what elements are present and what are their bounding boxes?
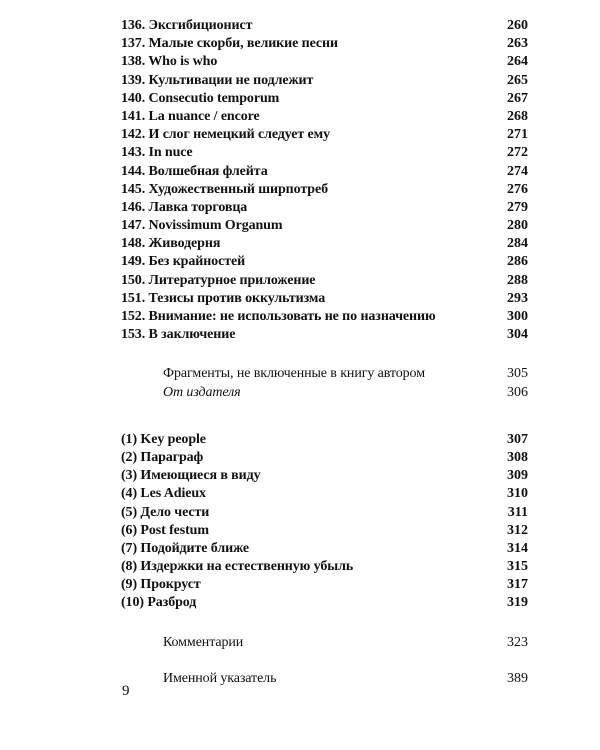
front-matter-list: [121, 365, 528, 401]
entry-page: 307: [507, 431, 528, 447]
entry-page: 317: [507, 577, 528, 593]
toc-entry[interactable]: [121, 594, 528, 612]
toc-entry[interactable]: [121, 326, 528, 344]
entry-page: 280: [507, 218, 528, 234]
entry-title: 136. Эксгибиционист: [121, 18, 253, 33]
toc-entry[interactable]: [121, 431, 528, 449]
toc-entry[interactable]: [121, 522, 528, 540]
entry-title: От издателя: [163, 384, 241, 400]
toc-entry-comments[interactable]: [121, 634, 528, 652]
entry-title: 142. И слог немецкий следует ему: [121, 127, 331, 143]
entry-page: 309: [507, 468, 528, 484]
toc-entry[interactable]: [121, 558, 528, 576]
entry-page: 300: [507, 309, 528, 324]
entry-page: 268: [507, 108, 528, 124]
entry-title: Именной указатель: [163, 670, 277, 686]
entry-title: (1) Key people: [121, 431, 206, 447]
entry-title: 141. La nuance / encore: [121, 108, 260, 124]
entry-page: 279: [507, 199, 528, 215]
entry-page: 271: [507, 127, 528, 143]
toc-entry-name-index[interactable]: [121, 670, 528, 688]
toc-entry[interactable]: [121, 72, 528, 90]
entry-page: 314: [507, 540, 528, 556]
entry-title: (9) Прокруст: [121, 577, 201, 593]
entry-page: 263: [507, 36, 528, 52]
toc-entry[interactable]: [121, 290, 528, 308]
entry-page: 288: [507, 272, 528, 288]
toc-entry[interactable]: [121, 449, 528, 467]
entry-title: (4) Les Adieux: [121, 486, 206, 502]
fragments-list: [121, 431, 528, 613]
entry-page: 312: [507, 522, 528, 538]
entry-title: 153. В заключение: [121, 327, 236, 343]
entry-page: 323: [507, 634, 528, 650]
entry-title: 143. In nuce: [121, 145, 193, 161]
entry-page: 264: [507, 54, 528, 70]
entry-title: 145. Художественный ширпотреб: [121, 181, 328, 197]
entry-title: 148. Живодерня: [121, 236, 221, 252]
entry-title: Комментарии: [163, 634, 244, 650]
entry-page: 315: [507, 559, 528, 575]
toc-entry-fragments[interactable]: [121, 365, 528, 383]
toc-entry[interactable]: [121, 576, 528, 594]
entry-title: (6) Post festum: [121, 522, 209, 538]
toc-entry[interactable]: [121, 253, 528, 271]
entry-page: 267: [507, 90, 528, 106]
entry-title: 140. Consecutio temporum: [121, 90, 280, 106]
entry-page: 306: [507, 384, 528, 400]
toc-entry[interactable]: [121, 126, 528, 144]
toc-entry[interactable]: [121, 90, 528, 108]
entry-title: (8) Издержки на естественную убыль: [121, 559, 354, 575]
toc-entry[interactable]: [121, 467, 528, 485]
entry-title: 147. Novissimum Organum: [121, 218, 283, 234]
entry-page: 276: [507, 181, 528, 197]
toc-entry[interactable]: [121, 53, 528, 71]
entry-page: 305: [507, 366, 528, 382]
entry-title: (3) Имеющиеся в виду: [121, 468, 261, 484]
entry-page: 319: [507, 595, 528, 611]
page-number: 9: [122, 683, 130, 699]
entry-page: 274: [507, 163, 528, 179]
toc-entry[interactable]: [121, 199, 528, 217]
toc-entry[interactable]: [121, 217, 528, 235]
toc-entry[interactable]: [121, 163, 528, 181]
entry-page: 308: [507, 449, 528, 465]
entry-title: 149. Без крайностей: [121, 254, 246, 270]
toc-entry[interactable]: [121, 181, 528, 199]
index-section: [121, 670, 528, 688]
entry-page: 311: [507, 504, 528, 520]
toc-entry[interactable]: [121, 540, 528, 558]
toc-entry-publisher[interactable]: [121, 384, 528, 402]
entry-title: Фрагменты, не включенные в книгу автором: [163, 366, 425, 382]
toc-entry[interactable]: [121, 272, 528, 290]
entry-title: 150. Литературное приложение: [121, 272, 316, 288]
comments-section: [121, 634, 528, 652]
entry-page: 284: [507, 236, 528, 252]
table-of-contents: [121, 17, 528, 688]
entry-page: 310: [507, 486, 528, 502]
toc-entry[interactable]: [121, 308, 528, 326]
entry-title: 151. Тезисы против оккультизма: [121, 290, 326, 306]
toc-entry[interactable]: [121, 35, 528, 53]
entry-title: (10) Разброд: [121, 595, 197, 611]
entry-title: (5) Дело чести: [121, 504, 210, 520]
entry-page: 265: [507, 72, 528, 88]
entry-title: 152. Внимание: не использовать не по назначению: [121, 309, 436, 324]
entry-title: (2) Параграф: [121, 449, 204, 465]
entry-title: 138. Who is who: [121, 54, 218, 70]
entry-page: 304: [507, 327, 528, 343]
toc-entry[interactable]: [121, 504, 528, 522]
entry-title: 144. Волшебная флейта: [121, 163, 268, 179]
toc-entry[interactable]: [121, 144, 528, 162]
entry-page: 260: [507, 18, 528, 33]
entry-page: 272: [507, 145, 528, 161]
entry-title: 137. Малые скорби, великие песни: [121, 36, 338, 52]
entry-title: 146. Лавка торговца: [121, 199, 248, 215]
entry-page: 389: [507, 670, 528, 686]
toc-entry[interactable]: [121, 235, 528, 253]
toc-entry[interactable]: [121, 17, 528, 35]
toc-entry[interactable]: [121, 485, 528, 503]
toc-entry[interactable]: [121, 108, 528, 126]
entry-page: 286: [507, 254, 528, 270]
entry-title: (7) Подойдите ближе: [121, 540, 250, 556]
chapters-list: [121, 17, 528, 344]
entry-title: 139. Культивации не подлежит: [121, 72, 314, 88]
entry-page: 293: [507, 290, 528, 306]
